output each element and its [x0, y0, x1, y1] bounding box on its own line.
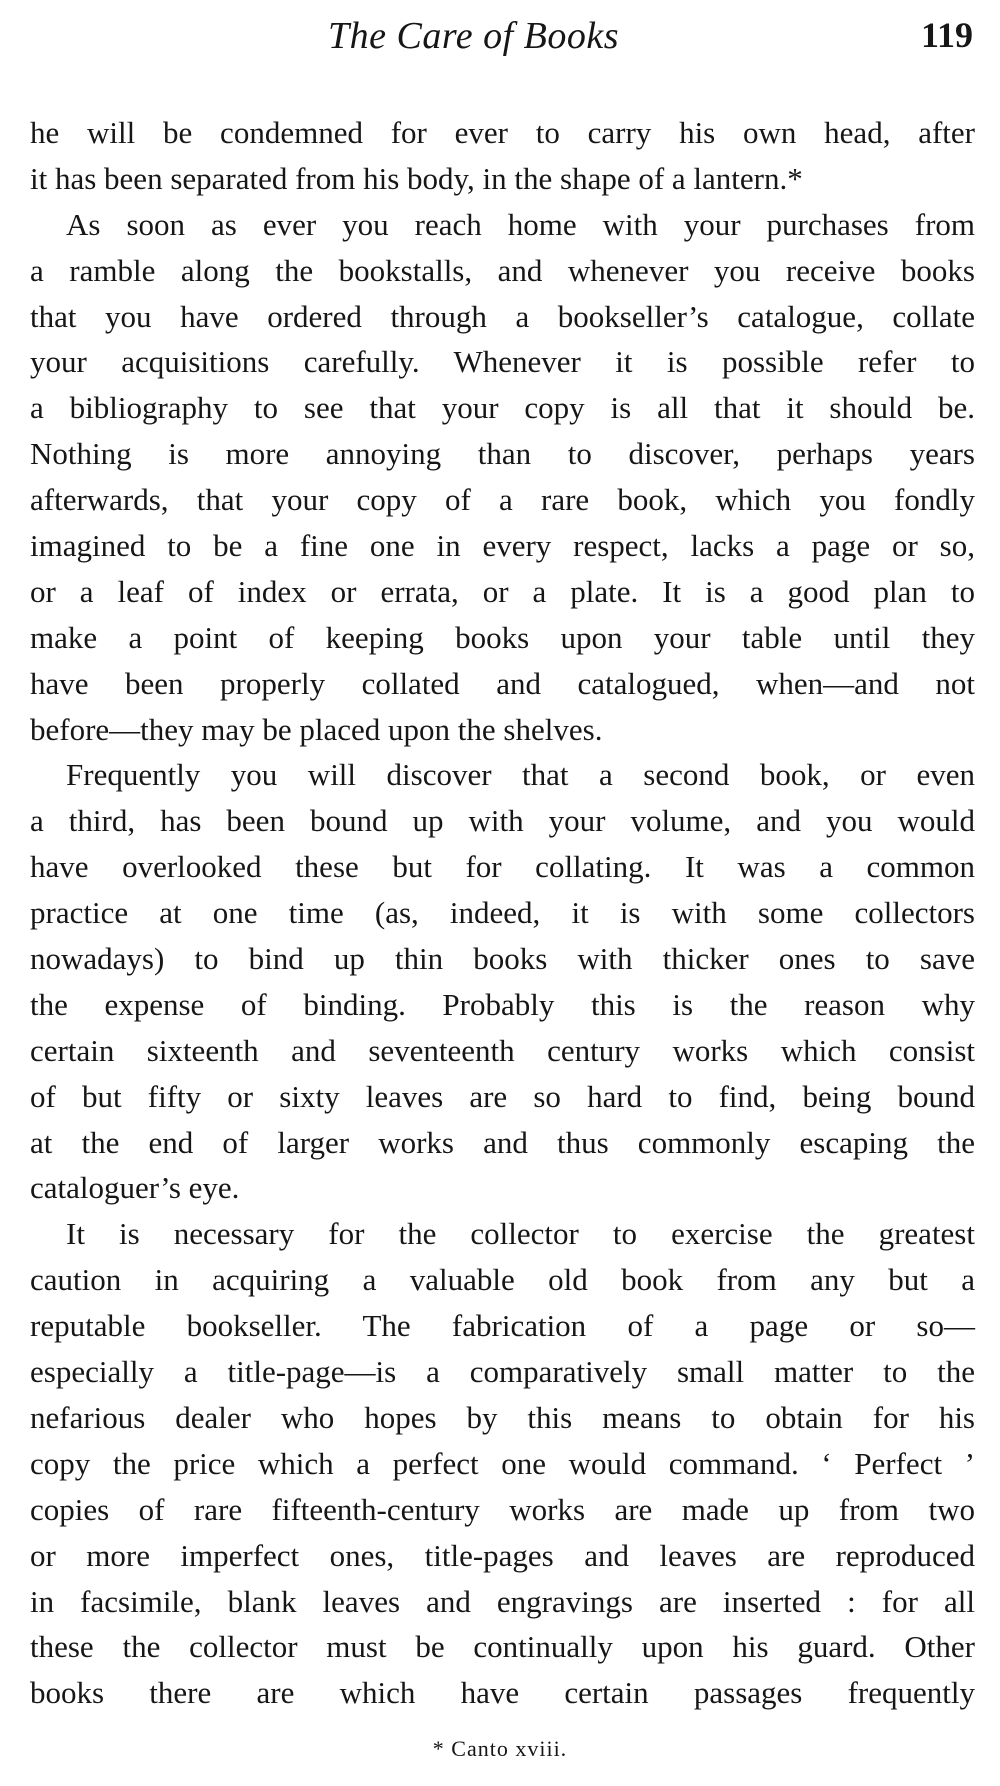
text-line: that you have ordered through a bookseller’s catalogue, collate [30, 298, 975, 334]
text-line: a ramble along the bookstalls, and whenever you receive books [30, 252, 975, 288]
text-line: your acquisitions carefully. Whenever it is possible refer to [30, 344, 975, 380]
text-line: imagined to be a fine one in every respect, lacks a page or so, [30, 528, 975, 564]
text-line: As soon as ever you reach home with your purchases from [66, 206, 975, 242]
text-line: caution in acquiring a valuable old book from any but a [30, 1262, 975, 1298]
paragraph-collating [30, 202, 975, 753]
footnote: * Canto xviii. [432, 1736, 568, 1761]
text-line: before—they may be placed upon the shelves. [30, 711, 603, 747]
body-text [30, 110, 975, 1716]
text-line: Frequently you will discover that a second book, or even [66, 757, 975, 793]
text-line: at the end of larger works and thus commonly escaping the [30, 1124, 975, 1160]
text-line: make a point of keeping books upon your table until they [30, 619, 975, 655]
text-line: certain sixteenth and seventeenth century works which consist [30, 1032, 975, 1068]
text-line: it has been separated from his body, in the shape of a lantern.* [30, 160, 803, 196]
text-line: the expense of binding. Probably this is the reason why [30, 986, 975, 1022]
text-line: or a leaf of index or errata, or a plate. It is a good plan to [30, 573, 975, 609]
text-line: Nothing is more annoying than to discover, perhaps years [30, 436, 975, 472]
text-line: copy the price which a perfect one would command. ‘ Perfect ’ [30, 1445, 975, 1481]
text-line: in facsimile, blank leaves and engravings are inserted : for all [30, 1583, 975, 1619]
text-line: nefarious dealer who hopes by this means to obtain for his [30, 1399, 975, 1435]
page-number: 119 [921, 15, 974, 55]
text-line: a third, has been bound up with your volume, and you would [30, 803, 975, 839]
paragraph-continuation [30, 110, 975, 202]
text-line: he will be condemned for ever to carry his own head, after [30, 115, 975, 150]
text-line: of but fifty or sixty leaves are so hard to find, being bound [30, 1078, 975, 1114]
text-line: reputable bookseller. The fabrication of a page or so— [30, 1308, 975, 1344]
paragraph-caution [30, 1211, 975, 1716]
text-line: have been properly collated and catalogued, when—and not [30, 665, 975, 701]
text-line: copies of rare fifteenth-century works are made up from two [30, 1491, 975, 1527]
running-head [0, 14, 1000, 70]
text-line: It is necessary for the collector to exercise the greatest [66, 1216, 975, 1252]
text-line: books there are which have certain passages frequently [30, 1675, 975, 1711]
running-title: The Care of Books [328, 15, 620, 57]
text-line: a bibliography to see that your copy is all that it should be. [30, 390, 975, 426]
text-line: have overlooked these but for collating. It was a common [30, 849, 975, 885]
text-line: or more imperfect ones, title-pages and leaves are reproduced [30, 1537, 975, 1573]
text-line: cataloguer’s eye. [30, 1170, 240, 1206]
text-line: nowadays) to bind up thin books with thicker ones to save [30, 941, 975, 977]
text-line: these the collector must be continually upon his guard. Other [30, 1629, 975, 1665]
text-line: afterwards, that your copy of a rare book, which you fondly [30, 482, 975, 518]
text-line: practice at one time (as, indeed, it is with some collectors [30, 895, 975, 931]
paragraph-bound-volumes [30, 752, 975, 1211]
text-line: especially a title-page—is a comparatively small matter to the [30, 1354, 975, 1390]
